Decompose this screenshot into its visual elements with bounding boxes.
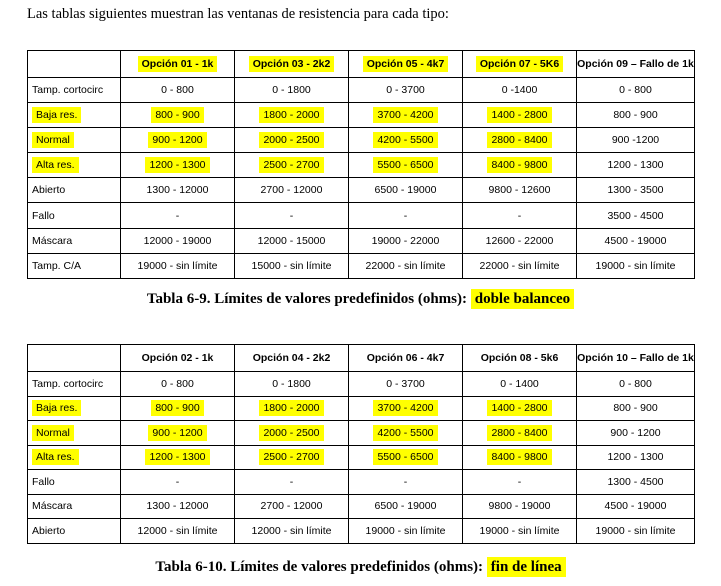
table-cell: 12600 - 22000 [463, 228, 577, 253]
row-label: Normal [28, 128, 121, 153]
table-cell: 3500 - 4500 [577, 203, 695, 228]
row-label: Abierto [28, 178, 121, 203]
table-cell: 2800 - 8400 [463, 421, 577, 446]
header-corner [28, 345, 121, 372]
table-cell: 15000 - sin límite [235, 253, 349, 278]
table-cell: 1400 - 2800 [463, 396, 577, 421]
table-cell: 3700 - 4200 [349, 396, 463, 421]
row-label: Baja res. [28, 396, 121, 421]
row-label: Tamp. C/A [28, 253, 121, 278]
table-cell: - [463, 203, 577, 228]
caption-highlight: fin de línea [487, 557, 566, 577]
column-header: Opción 03 - 2k2 [235, 51, 349, 78]
table-row [28, 103, 695, 128]
column-header: Opción 07 - 5K6 [463, 51, 577, 78]
table-cell: - [235, 470, 349, 495]
table-row [28, 519, 695, 544]
table-cell: 2700 - 12000 [235, 178, 349, 203]
table-cell: 1300 - 4500 [577, 470, 695, 495]
table-cell: 0 - 800 [577, 78, 695, 103]
table-cell: 0 - 1800 [235, 78, 349, 103]
table-cell: 6500 - 19000 [349, 494, 463, 519]
table-cell: 2000 - 2500 [235, 421, 349, 446]
table-row [28, 253, 695, 278]
table-cell: 0 - 800 [577, 372, 695, 397]
column-header: Opción 10 – Fallo de 1k [577, 345, 695, 372]
table-row [28, 421, 695, 446]
table-cell: 5500 - 6500 [349, 153, 463, 178]
table-cell: 19000 - sin límite [463, 519, 577, 544]
table-cell: 900 - 1200 [121, 128, 235, 153]
table-cell: 12000 - 15000 [235, 228, 349, 253]
table-cell: 19000 - sin límite [577, 519, 695, 544]
table-cell: 1200 - 1300 [577, 153, 695, 178]
table-cell: 9800 - 12600 [463, 178, 577, 203]
table-cell: 1400 - 2800 [463, 103, 577, 128]
table-cell: 800 - 900 [577, 103, 695, 128]
table-cell: - [349, 470, 463, 495]
table-row [28, 396, 695, 421]
table-cell: 0 - 1800 [235, 372, 349, 397]
table-cell: - [121, 203, 235, 228]
caption-text: Tabla 6-10. Límites de valores predefinidos (ohms): [155, 559, 487, 575]
table-cell: 1200 - 1300 [121, 153, 235, 178]
table-row [28, 470, 695, 495]
table-row [28, 78, 695, 103]
table-cell: 1300 - 12000 [121, 178, 235, 203]
row-label: Abierto [28, 519, 121, 544]
table-cell: 1800 - 2000 [235, 396, 349, 421]
table-cell: 12000 - sin límite [121, 519, 235, 544]
header-corner [28, 51, 121, 78]
table-cell: 19000 - sin límite [121, 253, 235, 278]
table-cell: 800 - 900 [121, 396, 235, 421]
table-cell: 4500 - 19000 [577, 494, 695, 519]
table-row [28, 203, 695, 228]
table-cell: 0 - 3700 [349, 372, 463, 397]
row-label: Normal [28, 421, 121, 446]
table-row [28, 153, 695, 178]
table-cell: 2500 - 2700 [235, 153, 349, 178]
resistance-table-double-balance [27, 50, 695, 279]
row-label: Fallo [28, 470, 121, 495]
table-cell: 9800 - 19000 [463, 494, 577, 519]
table-cell: 0 - 1400 [463, 372, 577, 397]
table-cell: 2700 - 12000 [235, 494, 349, 519]
table-cell: 1200 - 1300 [577, 445, 695, 470]
table-row [28, 178, 695, 203]
table-cell: 8400 - 9800 [463, 445, 577, 470]
column-header: Opción 08 - 5k6 [463, 345, 577, 372]
table-cell: 0 - 3700 [349, 78, 463, 103]
table-header-row [28, 51, 695, 78]
table-row [28, 228, 695, 253]
table-cell: 22000 - sin límite [463, 253, 577, 278]
table-cell: 3700 - 4200 [349, 103, 463, 128]
column-header: Opción 06 - 4k7 [349, 345, 463, 372]
table-cell: 19000 - sin límite [349, 519, 463, 544]
row-label: Baja res. [28, 103, 121, 128]
caption-text: Tabla 6-9. Límites de valores predefinidos (ohms): [146, 291, 471, 307]
table-cell: 800 - 900 [577, 396, 695, 421]
row-label: Tamp. cortocirc [28, 372, 121, 397]
table-cell: 2500 - 2700 [235, 445, 349, 470]
column-header: Opción 09 – Fallo de 1k [577, 51, 695, 78]
table-cell: 1300 - 12000 [121, 494, 235, 519]
table-cell: 4500 - 19000 [577, 228, 695, 253]
table-cell: 900 - 1200 [577, 421, 695, 446]
table-cell: 4200 - 5500 [349, 128, 463, 153]
table-cell: 0 - 800 [121, 78, 235, 103]
table-cell: - [349, 203, 463, 228]
table-cell: 5500 - 6500 [349, 445, 463, 470]
table-cell: 1300 - 3500 [577, 178, 695, 203]
table-header-row [28, 345, 695, 372]
column-header: Opción 01 - 1k [121, 51, 235, 78]
row-label: Fallo [28, 203, 121, 228]
table-cell: 2000 - 2500 [235, 128, 349, 153]
table-cell: - [121, 470, 235, 495]
table-cell: 19000 - sin límite [577, 253, 695, 278]
table-row [28, 494, 695, 519]
row-label: Máscara [28, 494, 121, 519]
column-header: Opción 04 - 2k2 [235, 345, 349, 372]
table-row [28, 445, 695, 470]
table-cell: 0 -1400 [463, 78, 577, 103]
row-label: Máscara [28, 228, 121, 253]
table-cell: - [463, 470, 577, 495]
intro-text: Las tablas siguientes muestran las ventanas de resistencia para cada tipo: [27, 6, 449, 22]
table-caption [0, 291, 721, 308]
table-caption [0, 559, 721, 576]
row-label: Alta res. [28, 153, 121, 178]
table-cell: 12000 - 19000 [121, 228, 235, 253]
table-cell: 800 - 900 [121, 103, 235, 128]
row-label: Tamp. cortocirc [28, 78, 121, 103]
column-header: Opción 05 - 4k7 [349, 51, 463, 78]
table-cell: 19000 - 22000 [349, 228, 463, 253]
table-cell: 1200 - 1300 [121, 445, 235, 470]
table-cell: 6500 - 19000 [349, 178, 463, 203]
caption-highlight: doble balanceo [471, 289, 574, 309]
table-row [28, 372, 695, 397]
table-cell: 900 -1200 [577, 128, 695, 153]
table-cell: 4200 - 5500 [349, 421, 463, 446]
table-cell: 900 - 1200 [121, 421, 235, 446]
resistance-table-end-of-line [27, 344, 695, 544]
column-header: Opción 02 - 1k [121, 345, 235, 372]
table-cell: 2800 - 8400 [463, 128, 577, 153]
table-cell: 8400 - 9800 [463, 153, 577, 178]
table-row [28, 128, 695, 153]
table-cell: - [235, 203, 349, 228]
table-cell: 12000 - sin límite [235, 519, 349, 544]
table-cell: 0 - 800 [121, 372, 235, 397]
row-label: Alta res. [28, 445, 121, 470]
table-cell: 22000 - sin límite [349, 253, 463, 278]
table-cell: 1800 - 2000 [235, 103, 349, 128]
